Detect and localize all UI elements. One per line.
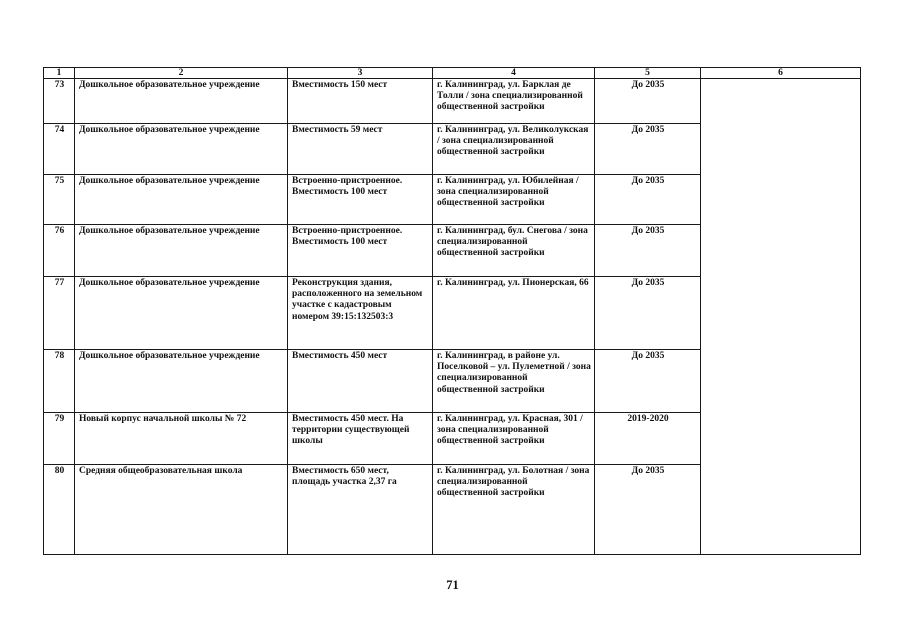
object-characteristics: Встроенно-пристроенное. Вместимость 100 мест	[288, 175, 433, 225]
object-name: Дошкольное образовательное учреждение	[75, 350, 288, 413]
object-location: г. Калининград, бул. Снегова / зона специализированной общественной застройки	[433, 225, 595, 277]
object-name: Дошкольное образовательное учреждение	[75, 277, 288, 350]
object-location: г. Калининград, ул. Барклая де Толли / зона специализированной общественной застройки	[433, 79, 595, 124]
object-location: г. Калининград, ул. Юбилейная / зона специализированной общественной застройки	[433, 175, 595, 225]
object-characteristics: Вместимость 450 мест	[288, 350, 433, 413]
object-deadline: До 2035	[595, 79, 701, 124]
document-table	[43, 67, 861, 555]
object-name: Новый корпус начальной школы № 72	[75, 413, 288, 465]
object-name: Дошкольное образовательное учреждение	[75, 175, 288, 225]
column-header-2: 2	[75, 68, 288, 79]
object-name: Дошкольное образовательное учреждение	[75, 124, 288, 175]
column-header-1: 1	[44, 68, 75, 79]
column-6-cell	[701, 79, 861, 555]
header-row	[44, 68, 861, 79]
object-characteristics: Вместимость 150 мест	[288, 79, 433, 124]
row-number: 73	[44, 79, 75, 124]
table-row	[44, 79, 861, 124]
object-deadline: До 2035	[595, 175, 701, 225]
object-characteristics: Реконструкция здания, расположенного на земельном участке с кадастровым номером 39:15:132503:3	[288, 277, 433, 350]
object-deadline: До 2035	[595, 465, 701, 555]
column-header-4: 4	[433, 68, 595, 79]
object-name: Дошкольное образовательное учреждение	[75, 225, 288, 277]
row-number: 77	[44, 277, 75, 350]
object-characteristics: Встроенно-пристроенное. Вместимость 100 мест	[288, 225, 433, 277]
object-characteristics: Вместимость 59 мест	[288, 124, 433, 175]
object-deadline: До 2035	[595, 350, 701, 413]
object-location: г. Калининград, ул. Болотная / зона специализированной общественной застройки	[433, 465, 595, 555]
object-characteristics: Вместимость 650 мест, площадь участка 2,37 га	[288, 465, 433, 555]
object-location: г. Калининград, ул. Пионерская, 66	[433, 277, 595, 350]
object-deadline: До 2035	[595, 124, 701, 175]
object-name: Средняя общеобразовательная школа	[75, 465, 288, 555]
row-number: 76	[44, 225, 75, 277]
column-header-5: 5	[595, 68, 701, 79]
object-deadline: До 2035	[595, 277, 701, 350]
object-characteristics: Вместимость 450 мест. На территории существующей школы	[288, 413, 433, 465]
object-location: г. Калининград, в районе ул. Поселковой – ул. Пулеметной / зона специализированной общественной застройки	[433, 350, 595, 413]
object-location: г. Калининград, ул. Красная, 301 / зона специализированной общественной застройки	[433, 413, 595, 465]
column-header-3: 3	[288, 68, 433, 79]
row-number: 75	[44, 175, 75, 225]
object-deadline: 2019-2020	[595, 413, 701, 465]
page-number: 71	[446, 578, 459, 592]
column-header-6: 6	[701, 68, 861, 79]
row-number: 74	[44, 124, 75, 175]
row-number: 80	[44, 465, 75, 555]
row-number: 79	[44, 413, 75, 465]
object-deadline: До 2035	[595, 225, 701, 277]
object-name: Дошкольное образовательное учреждение	[75, 79, 288, 124]
row-number: 78	[44, 350, 75, 413]
object-location: г. Калининград, ул. Великолукская / зона специализированной общественной застройки	[433, 124, 595, 175]
